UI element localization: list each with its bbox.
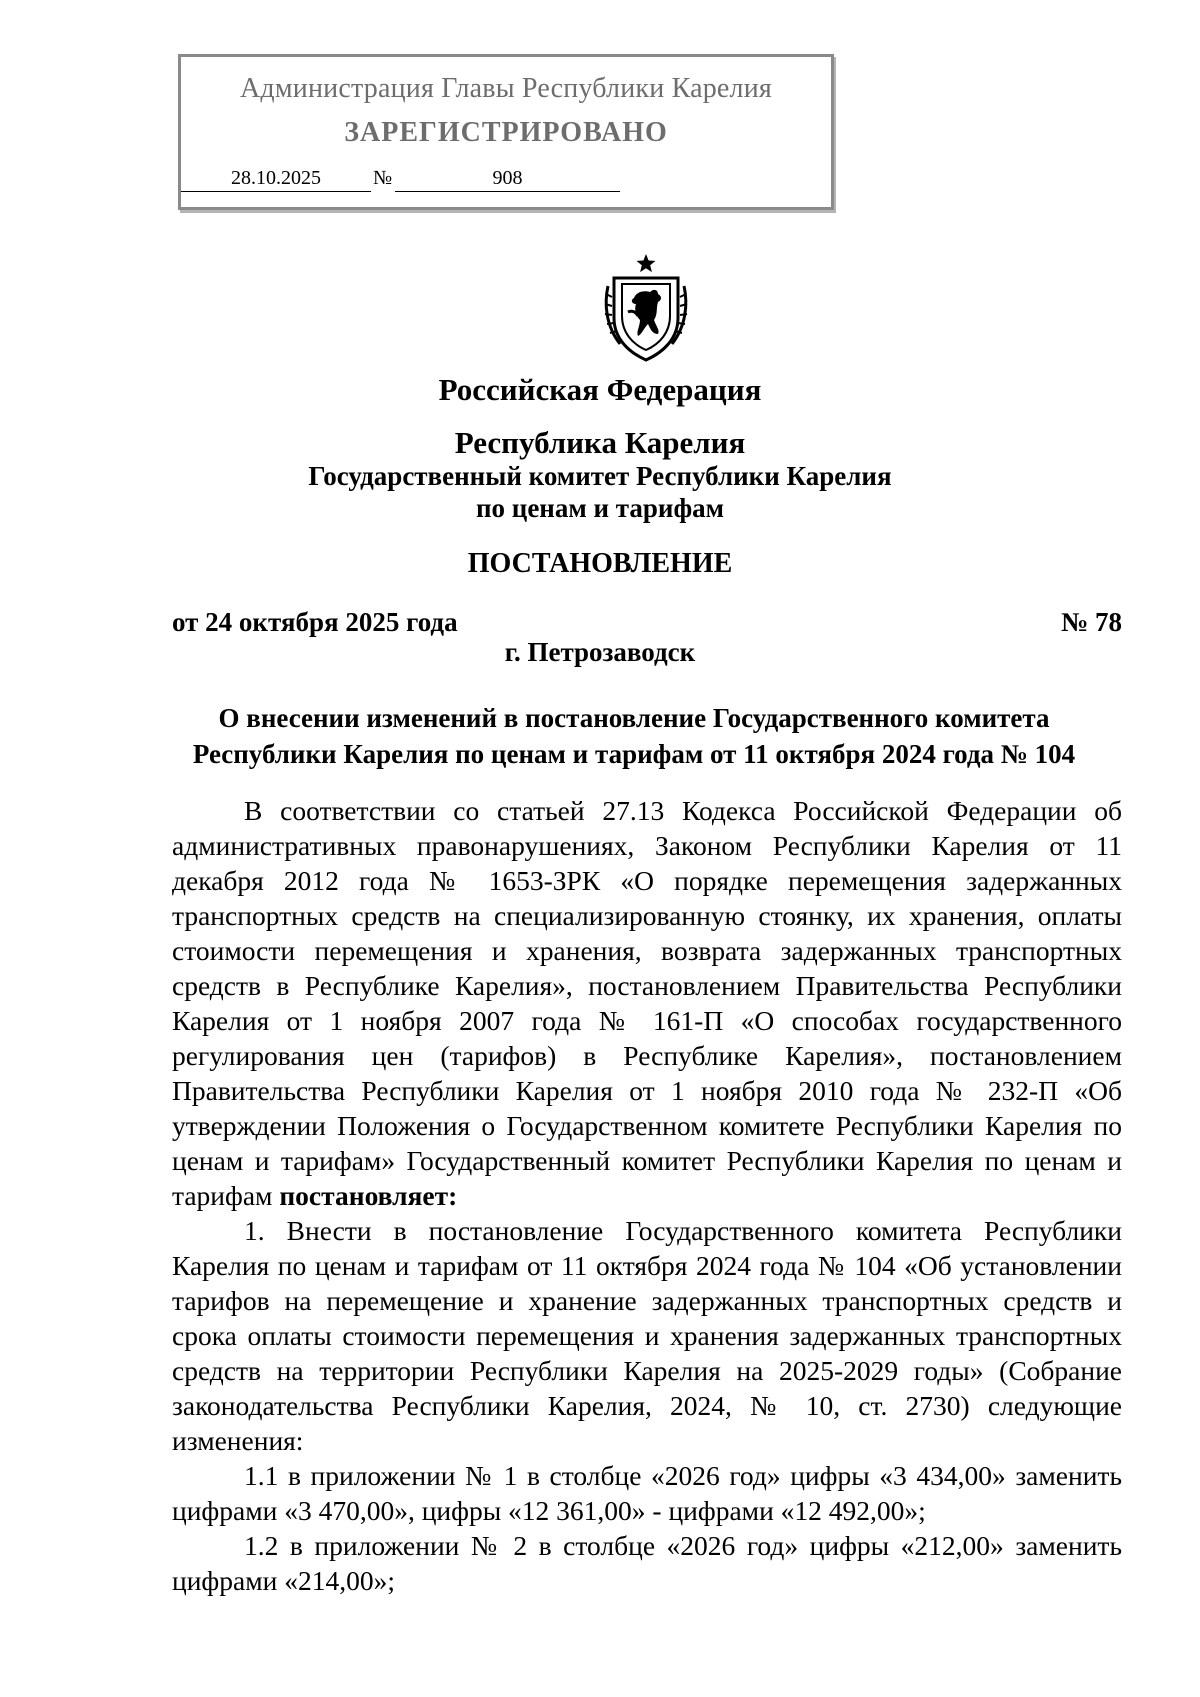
karelia-coat-of-arms-icon <box>598 252 694 364</box>
registration-stamp <box>178 54 834 210</box>
document-title-line2: Республики Карелия по ценам и тарифам от 11 октября 2024 года № 104 <box>192 739 1076 769</box>
decides-keyword: постановляет: <box>279 1180 458 1211</box>
document-type: ПОСТАНОВЛЕНИЕ <box>467 548 733 579</box>
stamp-organization: Администрация Главы Республики Карелия <box>240 73 772 104</box>
document-body <box>172 793 1122 1598</box>
preamble-text: В соответствии со статьей 27.13 Кодекса Российской Федерации об административных правонарушениях, Законом Республики Карелия от 11 декабря 2012 года № 1653-ЗРК «О порядке перемещения задержанных транспортных средств на специализированную стоянку, их хранения, оплаты стоимости перемещения и хранения, возврата задержанных транспортных средств в Республике Карелия», постановлением Правительства Республики Карелия от 1 ноября 2007 года № 161-П «О способах государственного регулирования цен (тарифов) в Республике Карелия», постановлением Правительства Республики Карелия от 1 ноября 2010 года № 232-П «Об утверждении Положения о Государственном комитете Республики Карелия по ценам и тарифам» Государственный комитет Республики Карелия по ценам и тарифам <box>172 795 1122 1211</box>
preamble-paragraph <box>172 793 1122 1213</box>
item-1-1-paragraph: 1.1 в приложении № 1 в столбце «2026 год» цифры «3 434,00» заменить цифрами «3 470,00», цифры «12 361,00» - цифрами «12 492,00»; <box>172 1460 1122 1526</box>
item-1-2-paragraph: 1.2 в приложении № 2 в столбце «2026 год» цифры «212,00» заменить цифрами «214,00»; <box>172 1530 1122 1596</box>
stamp-status: ЗАРЕГИСТРИРОВАНО <box>344 117 668 148</box>
header-committee-line1: Государственный комитет Республики Карелия <box>308 461 892 491</box>
stamp-number-sign: № <box>373 167 393 189</box>
document-city: г. Петрозаводск <box>504 637 696 667</box>
document-title-line1: О внесении изменений в постановление Государственного комитета <box>218 703 1050 733</box>
header-republic: Республика Карелия <box>454 425 746 460</box>
stamp-date: 28.10.2025 <box>181 165 371 192</box>
document-date: от 24 октября 2025 года <box>172 607 458 637</box>
stamp-number: 908 <box>395 165 620 192</box>
header-country: Российская Федерация <box>438 372 762 407</box>
header-committee-line2: по ценам и тарифам <box>475 493 725 523</box>
item-1-paragraph: 1. Внести в постановление Государственного комитета Республики Карелия по ценам и тарифам от 11 октября 2024 года № 104 «Об установлении тарифов на перемещение и хранение задержанных транспортных средств и срока оплаты стоимости перемещения и хранения задержанных транспортных средств на территории Республики Карелия на 2025-2029 годы» (Собрание законодательства Республики Карелия, 2024, № 10, ст. 2730) следующие изменения: <box>172 1215 1122 1456</box>
document-number: № 78 <box>1061 607 1122 637</box>
